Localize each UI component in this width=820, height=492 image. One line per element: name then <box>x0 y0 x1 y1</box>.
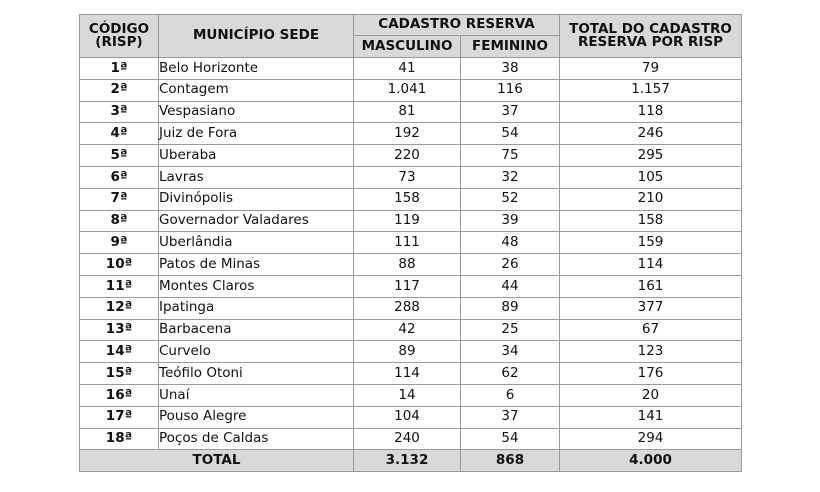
masculino-value: 288 <box>354 297 461 319</box>
feminino-value: 39 <box>461 210 560 232</box>
municipio-name: Juiz de Fora <box>159 123 354 145</box>
total-value: 176 <box>560 363 742 385</box>
total-value: 295 <box>560 145 742 167</box>
table-row <box>80 145 742 167</box>
risp-code: 3ª <box>80 101 159 123</box>
header-cadastro-reserva: CADASTRO RESERVA <box>354 15 560 36</box>
masculino-value: 1.041 <box>354 79 461 101</box>
total-value: 118 <box>560 101 742 123</box>
masculino-value: 42 <box>354 319 461 341</box>
masculino-value: 240 <box>354 428 461 450</box>
risp-code: 13ª <box>80 319 159 341</box>
masculino-value: 14 <box>354 384 461 406</box>
risp-code: 4ª <box>80 123 159 145</box>
municipio-name: Teófilo Otoni <box>159 363 354 385</box>
feminino-value: 54 <box>461 428 560 450</box>
total-value: 377 <box>560 297 742 319</box>
feminino-value: 37 <box>461 101 560 123</box>
total-value: 114 <box>560 254 742 276</box>
risp-code: 10ª <box>80 254 159 276</box>
municipio-name: Patos de Minas <box>159 254 354 276</box>
municipio-name: Divinópolis <box>159 188 354 210</box>
table-row <box>80 319 742 341</box>
header-masculino: MASCULINO <box>354 36 461 58</box>
table-row <box>80 58 742 80</box>
total-label: TOTAL <box>80 450 354 472</box>
table-row <box>80 297 742 319</box>
risp-code: 1ª <box>80 58 159 80</box>
total-masculino: 3.132 <box>354 450 461 472</box>
masculino-value: 89 <box>354 341 461 363</box>
feminino-value: 44 <box>461 275 560 297</box>
total-geral: 4.000 <box>560 450 742 472</box>
total-value: 158 <box>560 210 742 232</box>
municipio-name: Lavras <box>159 166 354 188</box>
table-row <box>80 166 742 188</box>
risp-code: 17ª <box>80 406 159 428</box>
municipio-name: Uberaba <box>159 145 354 167</box>
masculino-value: 117 <box>354 275 461 297</box>
municipio-name: Curvelo <box>159 341 354 363</box>
risp-code: 14ª <box>80 341 159 363</box>
table-row <box>80 428 742 450</box>
feminino-value: 37 <box>461 406 560 428</box>
total-value: 294 <box>560 428 742 450</box>
feminino-value: 52 <box>461 188 560 210</box>
municipio-name: Barbacena <box>159 319 354 341</box>
table-row <box>80 210 742 232</box>
header-codigo-line2: (RISP) <box>95 34 143 50</box>
risp-code: 11ª <box>80 275 159 297</box>
masculino-value: 104 <box>354 406 461 428</box>
risp-code: 15ª <box>80 363 159 385</box>
masculino-value: 158 <box>354 188 461 210</box>
header-total-line1: TOTAL DO CADASTRO <box>569 20 732 37</box>
feminino-value: 62 <box>461 363 560 385</box>
municipio-name: Unaí <box>159 384 354 406</box>
table-row <box>80 101 742 123</box>
total-value: 67 <box>560 319 742 341</box>
feminino-value: 116 <box>461 79 560 101</box>
masculino-value: 88 <box>354 254 461 276</box>
masculino-value: 114 <box>354 363 461 385</box>
risp-table <box>79 14 742 472</box>
risp-code: 5ª <box>80 145 159 167</box>
table-row <box>80 79 742 101</box>
feminino-value: 32 <box>461 166 560 188</box>
total-value: 20 <box>560 384 742 406</box>
header-codigo-line1: CÓDIGO <box>88 20 150 37</box>
masculino-value: 41 <box>354 58 461 80</box>
risp-code: 6ª <box>80 166 159 188</box>
municipio-name: Uberlândia <box>159 232 354 254</box>
feminino-value: 54 <box>461 123 560 145</box>
risp-code: 16ª <box>80 384 159 406</box>
risp-code: 9ª <box>80 232 159 254</box>
risp-code: 8ª <box>80 210 159 232</box>
feminino-value: 48 <box>461 232 560 254</box>
table-row <box>80 406 742 428</box>
municipio-name: Governador Valadares <box>159 210 354 232</box>
municipio-name: Belo Horizonte <box>159 58 354 80</box>
feminino-value: 75 <box>461 145 560 167</box>
total-value: 79 <box>560 58 742 80</box>
table-row <box>80 384 742 406</box>
total-feminino: 868 <box>461 450 560 472</box>
total-value: 159 <box>560 232 742 254</box>
table-row <box>80 275 742 297</box>
risp-code: 12ª <box>80 297 159 319</box>
header-total-line2: RESERVA POR RISP <box>577 34 724 50</box>
header-municipio: MUNICÍPIO SEDE <box>159 15 354 58</box>
municipio-name: Poços de Caldas <box>159 428 354 450</box>
masculino-value: 111 <box>354 232 461 254</box>
table-row <box>80 232 742 254</box>
total-value: 141 <box>560 406 742 428</box>
total-value: 246 <box>560 123 742 145</box>
municipio-name: Contagem <box>159 79 354 101</box>
header-feminino: FEMININO <box>461 36 560 58</box>
masculino-value: 73 <box>354 166 461 188</box>
risp-code: 2ª <box>80 79 159 101</box>
risp-code: 18ª <box>80 428 159 450</box>
total-value: 161 <box>560 275 742 297</box>
total-value: 105 <box>560 166 742 188</box>
header-codigo <box>80 15 159 58</box>
feminino-value: 26 <box>461 254 560 276</box>
risp-code: 7ª <box>80 188 159 210</box>
feminino-value: 38 <box>461 58 560 80</box>
municipio-name: Montes Claros <box>159 275 354 297</box>
table-row <box>80 341 742 363</box>
total-value: 1.157 <box>560 79 742 101</box>
municipio-name: Ipatinga <box>159 297 354 319</box>
municipio-name: Pouso Alegre <box>159 406 354 428</box>
table-row <box>80 188 742 210</box>
total-value: 210 <box>560 188 742 210</box>
table-row <box>80 123 742 145</box>
table-row <box>80 254 742 276</box>
masculino-value: 81 <box>354 101 461 123</box>
municipio-name: Vespasiano <box>159 101 354 123</box>
feminino-value: 6 <box>461 384 560 406</box>
masculino-value: 119 <box>354 210 461 232</box>
header-total-risp <box>560 15 742 58</box>
feminino-value: 34 <box>461 341 560 363</box>
masculino-value: 192 <box>354 123 461 145</box>
masculino-value: 220 <box>354 145 461 167</box>
total-row <box>80 450 742 472</box>
table-row <box>80 363 742 385</box>
feminino-value: 25 <box>461 319 560 341</box>
feminino-value: 89 <box>461 297 560 319</box>
total-value: 123 <box>560 341 742 363</box>
